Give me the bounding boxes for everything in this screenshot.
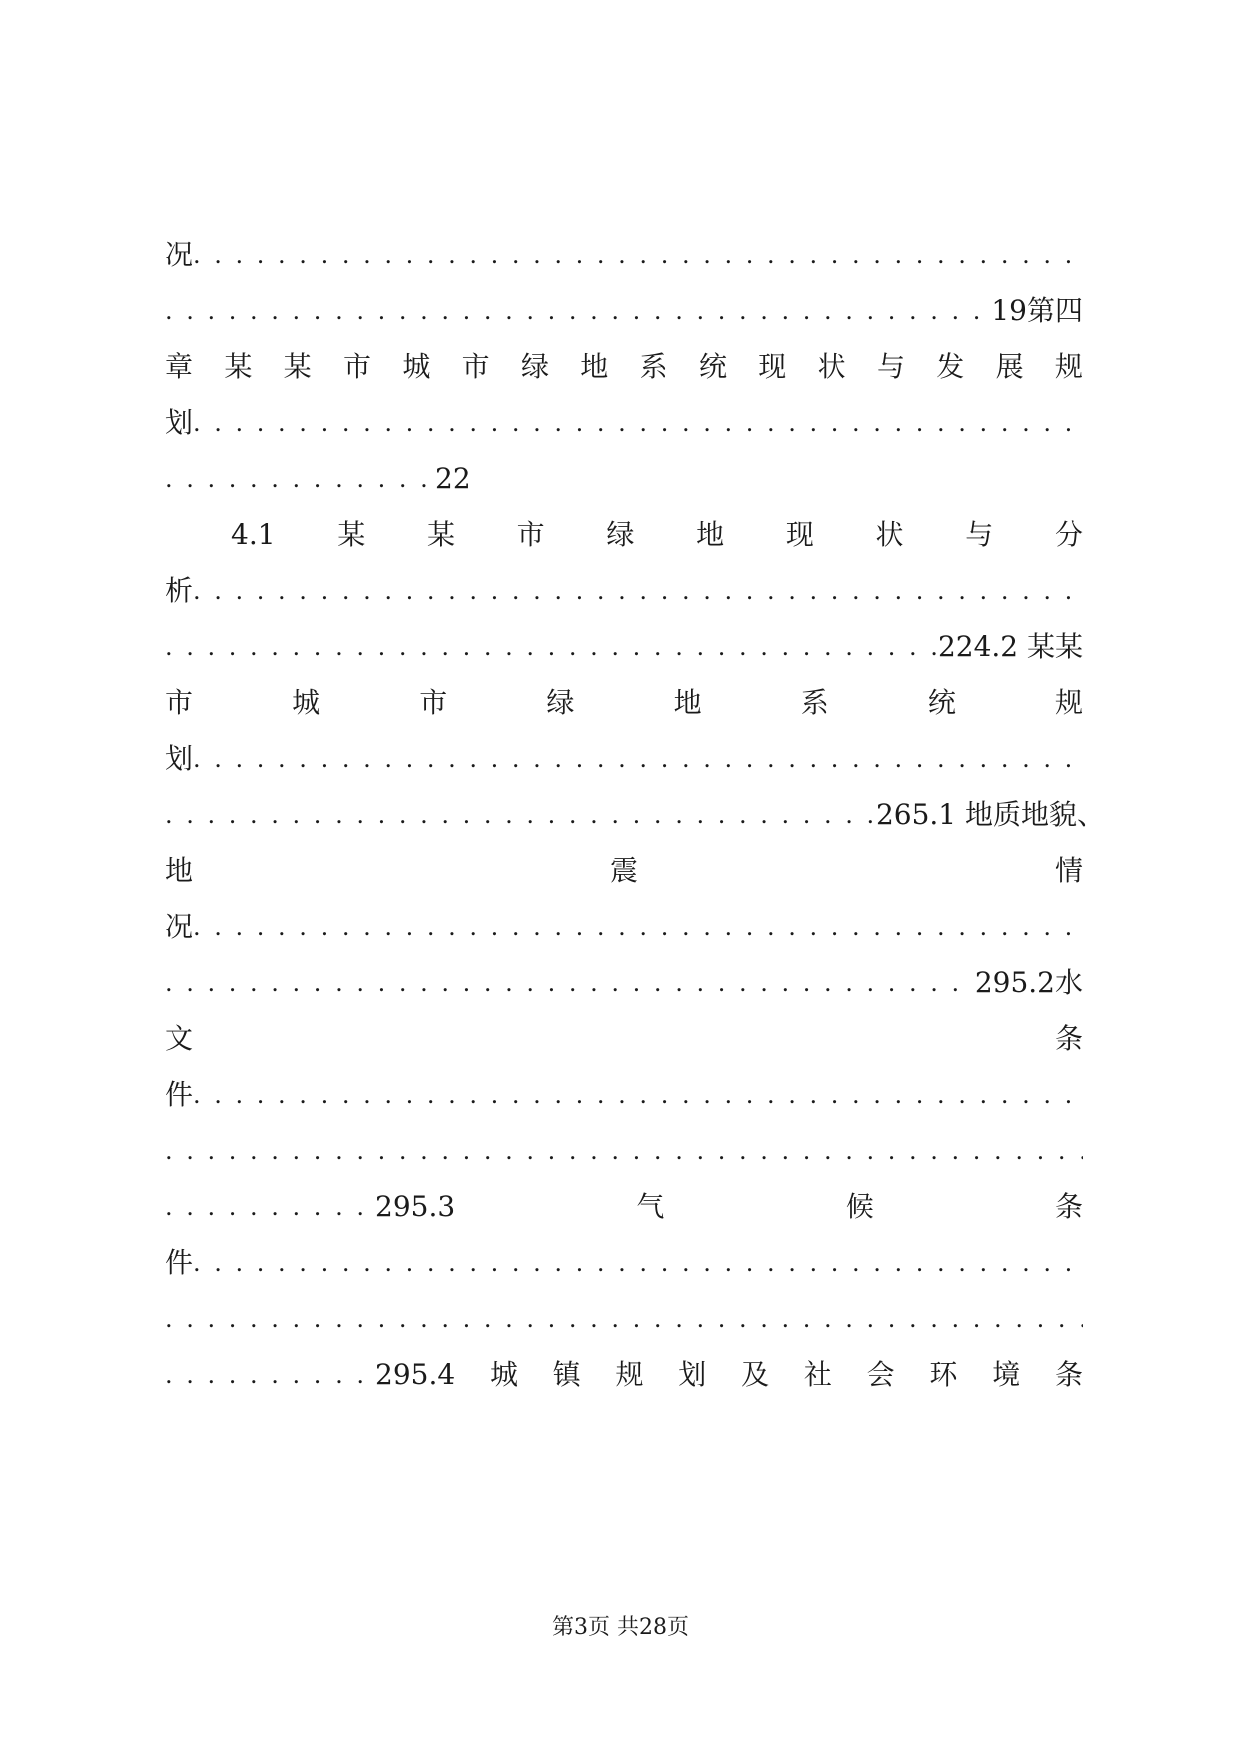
dot-leader [165, 627, 938, 667]
toc-char: 某 [283, 350, 312, 383]
toc-line [165, 235, 1083, 275]
toc-char: 发 [936, 350, 965, 383]
toc-char: 状 [817, 350, 846, 383]
toc-page-number: 22 [435, 462, 471, 495]
dot-leader [165, 291, 991, 331]
dot-leader [193, 1243, 1083, 1283]
toc-char: 情 [1054, 854, 1083, 887]
toc-line [165, 459, 1083, 499]
toc-line [165, 403, 1083, 443]
toc-line [165, 851, 1083, 891]
toc-char: 气 [636, 1190, 665, 1223]
dot-leader [165, 1299, 1083, 1339]
toc-text: 划 [165, 742, 194, 775]
toc-line [165, 963, 1083, 1003]
dot-leader [165, 963, 975, 1003]
toc-char: 规 [1054, 350, 1083, 383]
toc-page-number: 265.1 地质地貌、 [875, 798, 1105, 831]
toc-page-number: 19第四 [991, 294, 1083, 327]
dot-leader [165, 1355, 375, 1395]
toc-char: 地 [696, 518, 725, 551]
toc-char: 现 [785, 518, 814, 551]
toc-char: 绿 [606, 518, 635, 551]
toc-char: 分 [1054, 518, 1083, 551]
toc-char: 震 [609, 854, 638, 887]
toc-section-number: 295.3 [375, 1190, 456, 1223]
toc-text: 划 [165, 406, 194, 439]
toc-char: 统 [698, 350, 727, 383]
dot-leader [193, 739, 1083, 779]
toc-char: 系 [800, 686, 829, 719]
toc-char: 状 [875, 518, 904, 551]
toc-page-number: 295.2水 [974, 966, 1083, 999]
toc-line [165, 795, 1105, 835]
toc-char: 某 [337, 518, 366, 551]
toc-char: 划 [678, 1358, 707, 1391]
toc-line [165, 1355, 1083, 1395]
toc-char: 市 [342, 350, 371, 383]
toc-char: 现 [758, 350, 787, 383]
toc-page-number: 224.2 某某 [937, 630, 1083, 663]
toc-char: 市 [419, 686, 448, 719]
toc-char: 与 [876, 350, 905, 383]
toc-line [165, 347, 1083, 387]
toc-text: 件 [165, 1246, 194, 1279]
toc-char: 市 [516, 518, 545, 551]
toc-entry [375, 1355, 1083, 1395]
toc-char: 城 [489, 1358, 518, 1391]
toc-line [165, 1187, 1083, 1227]
toc-line [165, 907, 1083, 947]
toc-char: 文 [165, 1022, 194, 1055]
dot-leader [193, 235, 1083, 275]
toc-line [165, 1019, 1083, 1059]
toc-char: 条 [1054, 1358, 1083, 1391]
dot-leader [193, 571, 1083, 611]
toc-char: 镇 [552, 1358, 581, 1391]
toc-section-number: 295.4 [375, 1358, 456, 1391]
toc-text: 析 [165, 574, 194, 607]
toc-line [165, 1299, 1083, 1339]
toc-char: 候 [845, 1190, 874, 1223]
toc-char: 与 [965, 518, 994, 551]
toc-char: 统 [927, 686, 956, 719]
toc-line [165, 683, 1083, 723]
toc-text: 况 [165, 910, 194, 943]
toc-line [165, 1075, 1083, 1115]
toc-line [165, 1243, 1083, 1283]
toc-section-number: 4.1 [231, 518, 276, 551]
toc-char: 某 [224, 350, 253, 383]
toc-char: 地 [580, 350, 609, 383]
toc-text: 况 [165, 238, 194, 271]
toc-line [165, 571, 1083, 611]
toc-char: 境 [992, 1358, 1021, 1391]
dot-leader [193, 907, 1083, 947]
toc-char: 规 [1054, 686, 1083, 719]
toc-char: 绿 [546, 686, 575, 719]
toc-line [165, 627, 1083, 667]
toc-char: 章 [165, 350, 194, 383]
toc-char: 展 [995, 350, 1024, 383]
toc-char: 系 [639, 350, 668, 383]
toc-char: 绿 [520, 350, 549, 383]
toc-line [165, 515, 1083, 555]
toc-text: 件 [165, 1078, 194, 1111]
toc-char: 环 [929, 1358, 958, 1391]
toc-char: 社 [803, 1358, 832, 1391]
dot-leader [165, 795, 876, 835]
toc-char: 条 [1054, 1190, 1083, 1223]
toc-entry [375, 1187, 1083, 1227]
toc-char: 某 [426, 518, 455, 551]
toc-char: 市 [165, 686, 194, 719]
toc-char: 市 [461, 350, 490, 383]
toc-line [165, 739, 1083, 779]
dot-leader [193, 403, 1083, 443]
dot-leader [165, 1187, 375, 1227]
toc-char: 条 [1054, 1022, 1083, 1055]
dot-leader [165, 459, 435, 499]
dot-leader [193, 1075, 1083, 1115]
toc-char: 城 [402, 350, 431, 383]
page-footer: 第3页 共28页 [552, 1615, 689, 1640]
dot-leader [165, 1131, 1083, 1171]
toc-char: 规 [615, 1358, 644, 1391]
toc-char: 及 [741, 1358, 770, 1391]
toc-char: 地 [673, 686, 702, 719]
toc-char: 城 [292, 686, 321, 719]
toc-line [165, 1131, 1083, 1171]
toc-line [165, 291, 1083, 331]
toc-char: 会 [866, 1358, 895, 1391]
toc-char: 地 [165, 854, 194, 887]
